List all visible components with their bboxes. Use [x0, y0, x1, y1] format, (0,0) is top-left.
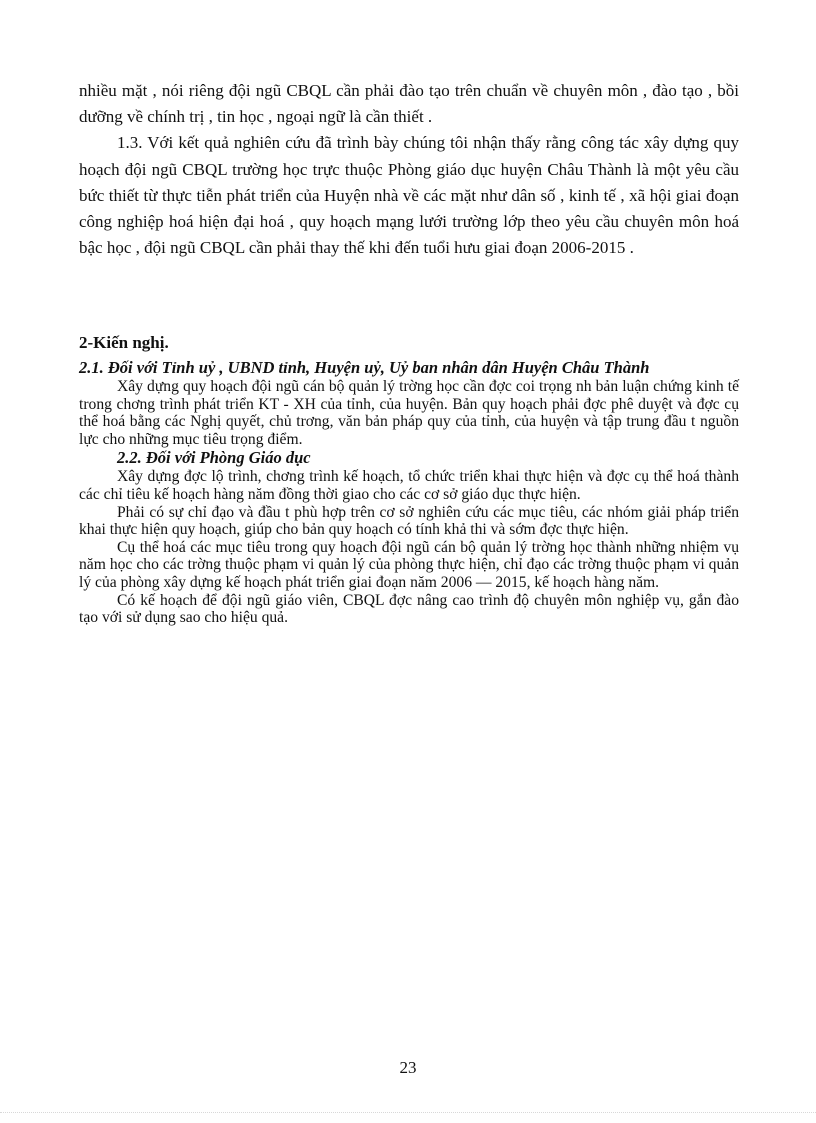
subheading-2-1: 2.1. Đối với Tỉnh uỷ , UBND tỉnh, Huyện uỷ, Uỷ ban nhân dân Huyện Châu Thành	[79, 358, 650, 377]
recommendations-block	[79, 358, 739, 627]
page-number: 23	[399, 1058, 417, 1077]
paragraph-continuation: nhiều mặt , nói riêng đội ngũ CBQL cần phải đào tạo trên chuẩn về chuyên môn , đào tạo , bồi dưỡng về chính trị , tin học , ngoại ngữ là cần thiết .	[79, 81, 739, 127]
paragraph-2-2-a: Xây dựng đợc lộ trình, chơng trình kế hoạch, tổ chức triển khai thực hiện và đợc cụ thể hoá thành các chỉ tiêu kế hoạch hàng năm đồng thời giao cho các cơ sở giáo dục thực hiện.	[79, 468, 739, 503]
paragraph-2-2-c: Cụ thể hoá các mục tiêu trong quy hoạch đội ngũ cán bộ quản lý trờng học thành những nhiệm vụ năm học cho các trờng thuộc phạm vi quản lý của phòng thực hiện, chỉ đạo các trờng thuộc phạm vi quản lý của phòng xây dựng kế hoạch phát triển giai đoạn năm 2006 — 2015, kế hoạch hàng năm.	[79, 538, 739, 591]
subheading-2-2: 2.2. Đối với Phòng Giáo dục	[117, 448, 311, 468]
paragraph-2-2-d: Có kế hoạch để đội ngũ giáo viên, CBQL đợc nâng cao trình độ chuyên môn nghiệp vụ, gắn đào tạo với sử dụng sao cho hiệu quả.	[79, 591, 739, 627]
section-heading-recommendations: 2-Kiến nghị.	[79, 333, 169, 352]
paragraph-2-1: Xây dựng quy hoạch đội ngũ cán bộ quản lý trờng học cần đợc coi trọng nh bản luận chứng kinh tế trong chơng trình phát triển KT - XH của tỉnh, của huyện. Bản quy hoạch phải đợc phê duyệt và đợc cụ thể hoá bằng các Nghị quyết, chủ trơng, văn bản pháp quy của tỉnh, của huyện và tập trung đầu t nguồn lực cho những mục tiêu trọng điểm.	[79, 378, 739, 448]
paragraph-2-2-b: Phải có sự chỉ đạo và đầu t phù hợp trên cơ sở nghiên cứu các mục tiêu, các nhóm giải pháp triển khai thực hiện quy hoạch, giúp cho bản quy hoạch có tính khả thi và sớm đợc thực hiện.	[79, 503, 739, 539]
paragraph-1-3: 1.3. Với kết quả nghiên cứu đã trình bày chúng tôi nhận thấy rằng công tác xây dựng quy hoạch đội ngũ CBQL trường học trực thuộc Phòng giáo dục huyện Châu Thành là một yêu cầu bức thiết từ thực tiễn phát triển của Huyện nhà về các mặt như dân số , kinh tế , xã hội giai đoạn công nghiệp hoá hiện đại hoá , quy hoạch mạng lưới trường lớp theo yêu cầu chuyên môn hoá bậc học , đội ngũ CBQL cần phải thay thế khi đến tuổi hưu giai đoạn 2006-2015 .	[79, 133, 739, 258]
page-bottom-divider	[0, 1112, 816, 1113]
conclusion-block	[79, 78, 739, 261]
